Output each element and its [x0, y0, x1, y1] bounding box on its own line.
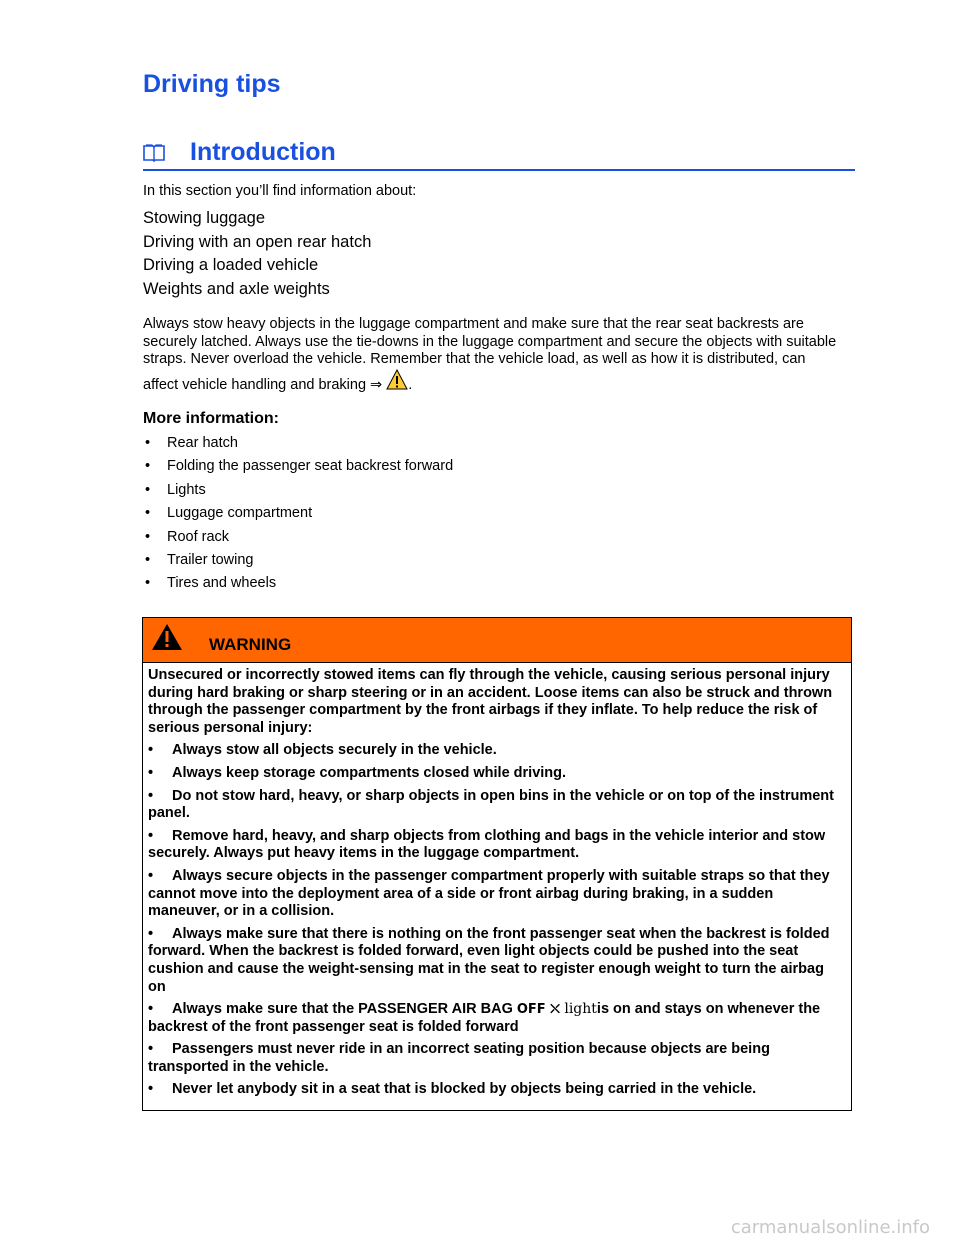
- bullet: •: [145, 528, 151, 545]
- bullet: •: [145, 435, 151, 451]
- bullet: •: [145, 458, 151, 475]
- body-text-end: .: [408, 376, 413, 393]
- warning-triangle-icon: [151, 623, 183, 651]
- airbag-off-icon: OFF ⛌: [516, 1002, 560, 1018]
- intro-lead: In this section you’ll find information about:: [143, 183, 417, 199]
- more-info-item[interactable]: [143, 549, 453, 572]
- warning-item: [148, 742, 845, 760]
- bullet: •: [148, 742, 154, 759]
- light-word: light: [559, 1001, 597, 1018]
- bullet: •: [148, 1081, 154, 1098]
- warning-item: [148, 828, 845, 863]
- link-text[interactable]: Luggage compartment: [167, 505, 313, 522]
- link-text[interactable]: Tires and wheels: [167, 575, 277, 592]
- warning-item-text: is on and stays on whenever the backrest of the front passenger seat is folded forward: [148, 1001, 821, 1035]
- more-info-item[interactable]: [143, 432, 453, 455]
- warning-item: [148, 1081, 845, 1099]
- topic-list: [143, 207, 371, 301]
- more-info-list: [143, 432, 453, 596]
- book-icon: [143, 144, 165, 162]
- link-text[interactable]: Trailer towing: [167, 551, 254, 568]
- bullet: •: [145, 551, 151, 568]
- warning-item-text: Always make sure that there is nothing on the front passenger seat when the backrest is folded forward. When the backrest is folded forward, even light objects could be pushed into the seat cushion and cause the weight-sensing mat in the seat to register enough weight to turn the airbag on: [148, 925, 830, 995]
- bullet: •: [148, 764, 154, 781]
- warning-label: WARNING: [209, 635, 292, 654]
- warning-intro: Unsecured or incorrectly stowed items can fly through the vehicle, causing serious personal injury during hard braking or sharp steering or in an accident. Loose items can also be struck and thrown through the passenger compartment by the front airbags if they inflate. To help reduce the risk of serious personal injury:: [148, 667, 833, 736]
- chapter-title: Driving tips: [143, 70, 281, 98]
- section-title: Introduction: [190, 138, 336, 166]
- warning-item-text: Do not stow hard, heavy, or sharp objects in open bins in the vehicle or on top of the instrument panel.: [148, 787, 834, 822]
- bullet: •: [148, 787, 154, 804]
- warning-body: [143, 663, 851, 1099]
- warning-item: [148, 926, 845, 996]
- warning-item-text: Remove hard, heavy, and sharp objects from clothing and bags in the vehicle interior and stow securely. Always put heavy items in the luggage compartment.: [148, 827, 826, 862]
- warning-item: [148, 1001, 845, 1036]
- warning-item-text: Always stow all objects securely in the vehicle.: [172, 742, 497, 759]
- topic-item[interactable]: Weights and axle weights: [143, 279, 330, 298]
- bullet: •: [145, 505, 151, 522]
- link-text[interactable]: Folding the passenger seat backrest forward: [167, 458, 454, 475]
- warning-item: [148, 765, 845, 783]
- section-header: [143, 137, 855, 171]
- warning-item-text: Passengers must never ride in an incorrect seating position because objects are being transported in the vehicle.: [148, 1041, 770, 1075]
- bullet: •: [145, 481, 151, 498]
- body-paragraph: [143, 316, 843, 394]
- more-info-item[interactable]: [143, 479, 453, 502]
- topic-item[interactable]: Driving with an open rear hatch: [143, 232, 372, 251]
- more-info-item[interactable]: [143, 502, 453, 525]
- warning-box: [142, 617, 852, 1111]
- bullet: •: [148, 1041, 154, 1058]
- warning-item-text: Always secure objects in the passenger compartment properly with suitable straps so that they cannot move into the deployment area of a side or front airbag during braking, in a sudden maneuver, or in a collision.: [148, 867, 830, 920]
- bullet: •: [145, 575, 151, 592]
- watermark: carmanualsonline.info: [730, 1217, 930, 1238]
- link-text[interactable]: Lights: [167, 481, 206, 498]
- bullet: •: [148, 867, 154, 884]
- topic-item[interactable]: Stowing luggage: [143, 209, 266, 227]
- warning-item: [148, 788, 845, 823]
- warning-triangle-icon[interactable]: [386, 369, 408, 391]
- topic-item[interactable]: Driving a loaded vehicle: [143, 256, 319, 274]
- more-info-item[interactable]: [143, 572, 453, 595]
- more-info-item[interactable]: [143, 526, 453, 549]
- warning-item: [148, 868, 845, 921]
- more-info-heading: More information:: [143, 410, 279, 427]
- warning-item-text: Always keep storage compartments closed while driving.: [172, 764, 567, 781]
- bullet: •: [148, 1001, 154, 1018]
- link-text[interactable]: Roof rack: [167, 528, 230, 545]
- warning-item: [148, 1041, 845, 1076]
- warning-header: [143, 618, 851, 663]
- warning-item-text: Always make sure that the PASSENGER AIR BAG: [172, 1001, 517, 1018]
- more-info-item[interactable]: [143, 455, 453, 478]
- body-text: Always stow heavy objects in the luggage compartment and make sure that the rear seat backrests are securely latched. Always use the tie-downs in the luggage compartment and secure the objects with suitable straps. Never overload the vehicle. Remember that the vehicle load, as well as how it is distributed, can affect vehicle handling and braking ⇒: [143, 316, 837, 393]
- bullet: •: [148, 925, 154, 942]
- bullet: •: [148, 827, 154, 844]
- link-text[interactable]: Rear hatch: [167, 435, 238, 451]
- warning-item-text: Never let anybody sit in a seat that is blocked by objects being carried in the vehicle.: [172, 1081, 757, 1098]
